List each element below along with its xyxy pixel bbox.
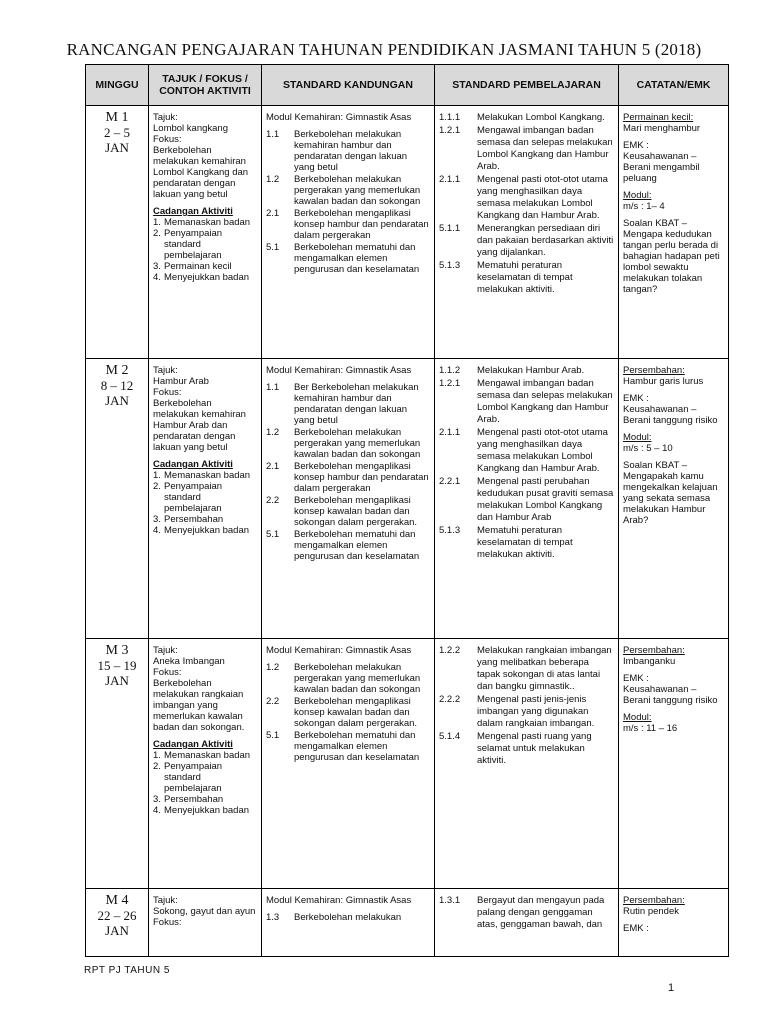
- sk-number: 1.1: [266, 382, 280, 393]
- sp-number: 1.3.1: [439, 895, 461, 906]
- sp-number: 1.1.2: [439, 365, 461, 376]
- modul-text: Modul Kemahiran: Gimnastik Asas: [266, 112, 412, 123]
- sk-item: [266, 242, 430, 275]
- sk-item: [266, 382, 430, 426]
- aktiviti-number: 1.: [153, 470, 161, 481]
- week-month: JAN: [105, 140, 129, 155]
- modul-pages: m/s : 5 – 10: [623, 443, 673, 454]
- aktiviti-number: 3.: [153, 514, 161, 525]
- modul-pages: m/s : 11 – 16: [623, 723, 678, 734]
- aktiviti-number: 1.: [153, 217, 161, 228]
- sp-number: 1.2.1: [439, 125, 461, 136]
- week-cell: [86, 106, 149, 359]
- sk-item: [266, 129, 430, 173]
- cadangan-label: Cadangan Aktiviti: [153, 739, 233, 750]
- sp-item: [439, 112, 614, 124]
- sk-number: 5.1: [266, 529, 280, 540]
- catatan-heading: Persembahan:: [623, 645, 685, 656]
- sp-number: 1.1.1: [439, 112, 461, 123]
- catatan-heading: Persembahan:: [623, 895, 685, 906]
- sp-text: Mengawal imbangan badan semasa dan selepas melakukan Lombol Kangkang dan Hambur Arab.: [477, 125, 613, 172]
- fokus-text: Berkebolehan melakukan kemahiran Hambur Arab dan pendaratan dengan lakuan yang betul: [153, 398, 246, 453]
- week-cell: [86, 639, 149, 889]
- sp-item: [439, 525, 614, 561]
- week-number: M 4: [105, 893, 129, 908]
- tajuk-content: [149, 359, 261, 540]
- aktiviti-number: 1.: [153, 750, 161, 761]
- table-row: [86, 106, 729, 359]
- table-row: [86, 359, 729, 639]
- modul-pages: m/s : 1– 4: [623, 201, 665, 212]
- sk-item: [266, 174, 430, 207]
- kbat-question: Soalan KBAT – Mengapa kedudukan tangan perlu berada di bahagian hadapan peti lombol sewaktu melakukan tolakan tangan?: [623, 218, 720, 295]
- catatan-heading: Permainan kecil:: [623, 112, 694, 123]
- sp-content: [435, 106, 618, 301]
- catatan-subtitle: Hambur garis lurus: [623, 376, 704, 387]
- sp-text: Melakukan rangkaian imbangan yang melibatkan beberapa tapak sokongan di atas lantai dan bangku gimnastik..: [477, 645, 612, 692]
- aktiviti-item: [153, 481, 257, 514]
- week-month: JAN: [105, 673, 129, 688]
- sp-text: Melakukan Lombol Kangkang.: [477, 112, 605, 123]
- aktiviti-item: [153, 261, 257, 272]
- sp-number: 2.1.1: [439, 174, 461, 185]
- standard-pembelajaran-cell: [435, 359, 619, 639]
- sp-item: [439, 731, 614, 767]
- standard-kandungan-cell: [262, 359, 435, 639]
- aktiviti-text: Penyampaian standard pembelajaran: [164, 481, 223, 514]
- aktiviti-number: 4.: [153, 805, 161, 816]
- sp-text: Mematuhi peraturan keselamatan di tempat melakukan aktiviti.: [477, 525, 573, 560]
- sp-number: 1.2.1: [439, 378, 461, 389]
- aktiviti-text: Penyampaian standard pembelajaran: [164, 761, 223, 794]
- tajuk-content: [149, 889, 261, 932]
- aktiviti-item: [153, 514, 257, 525]
- sk-item: [266, 427, 430, 460]
- emk-label: EMK :: [623, 673, 649, 684]
- sk-text: Berkebolehan mematuhi dan mengamalkan elemen pengurusan dan keselamatan: [294, 242, 420, 275]
- sp-text: Mengenal pasti otot-otot utama yang menghasilkan daya semasa melakukan Lombol Kangkang dan Hambur Arab.: [477, 174, 608, 221]
- tajuk-text: Sokong, gayut dan ayun: [153, 906, 256, 917]
- aktiviti-text: Persembahan: [164, 514, 224, 525]
- aktiviti-text: Permainan kecil: [164, 261, 232, 272]
- sp-text: Mematuhi peraturan keselamatan di tempat melakukan aktiviti.: [477, 260, 573, 295]
- tajuk-cell: [149, 889, 262, 957]
- modul-text: Modul Kemahiran: Gimnastik Asas: [266, 645, 412, 656]
- sk-text: Berkebolehan mengaplikasi konsep kawalan badan dan sokongan dalam pergerakan.: [294, 696, 418, 729]
- catatan-content: [619, 359, 728, 530]
- sp-number: 2.2.2: [439, 694, 461, 705]
- fokus-label: Fokus:: [153, 387, 182, 398]
- page-number: 1: [668, 982, 675, 994]
- catatan-subtitle: Mari menghambur: [623, 123, 701, 134]
- sp-item: [439, 427, 614, 475]
- fokus-label: Fokus:: [153, 917, 182, 928]
- emk-label: EMK :: [623, 140, 649, 151]
- tajuk-cell: [149, 106, 262, 359]
- sk-text: Berkebolehan mengaplikasi konsep kawalan badan dan sokongan dalam pergerakan.: [294, 495, 418, 528]
- week-dates: 15 – 19: [97, 658, 137, 673]
- cadangan-label: Cadangan Aktiviti: [153, 206, 233, 217]
- tajuk-label: Tajuk:: [153, 112, 178, 123]
- tajuk-label: Tajuk:: [153, 895, 178, 906]
- modul-text: Modul Kemahiran: Gimnastik Asas: [266, 895, 412, 906]
- tajuk-label: Tajuk:: [153, 645, 178, 656]
- catatan-cell: [619, 359, 729, 639]
- aktiviti-item: [153, 470, 257, 481]
- sp-number: 5.1.3: [439, 525, 461, 536]
- sk-number: 1.2: [266, 174, 280, 185]
- sk-text: Berkebolehan melakukan pergerakan yang memerlukan kawalan badan dan sokongan: [294, 662, 421, 695]
- aktiviti-text: Menyejukkan badan: [164, 805, 250, 816]
- week-cell: [86, 359, 149, 639]
- standard-kandungan-cell: [262, 889, 435, 957]
- tajuk-text: Lombol kangkang: [153, 123, 228, 134]
- fokus-label: Fokus:: [153, 667, 182, 678]
- sk-number: 5.1: [266, 730, 280, 741]
- week-month: JAN: [105, 923, 129, 938]
- catatan-cell: [619, 889, 729, 957]
- aktiviti-text: Menyejukkan badan: [164, 525, 250, 536]
- sk-item: [266, 696, 430, 729]
- sp-text: Mengenal pasti perubahan kedudukan pusat graviti semasa melakukan Lombol Kangkang dan Hambur Arab: [477, 476, 614, 523]
- sp-text: Mengenal pasti ruang yang selamat untuk melakukan aktiviti.: [477, 731, 592, 766]
- catatan-content: [619, 889, 728, 938]
- page-title: RANCANGAN PENGAJARAN TAHUNAN PENDIDIKAN JASMANI TAHUN 5 (2018): [66, 40, 702, 59]
- sk-number: 1.2: [266, 662, 280, 673]
- sp-text: Mengenal pasti jenis-jenis imbangan yang digunakan dalam rangkaian imbangan.: [477, 694, 595, 729]
- sk-text: Berkebolehan melakukan pergerakan yang memerlukan kawalan badan dan sokongan: [294, 427, 421, 460]
- sk-number: 2.1: [266, 208, 280, 219]
- sk-number: 5.1: [266, 242, 280, 253]
- sp-text: Menerangkan persediaan diri dan pakaian berdasarkan aktiviti yang dijalankan.: [477, 223, 614, 258]
- sk-number: 2.2: [266, 696, 280, 707]
- sp-item: [439, 694, 614, 730]
- table-header-row: [86, 65, 729, 106]
- footer-text: RPT PJ TAHUN 5: [84, 965, 170, 976]
- emk-text: Keusahawanan – Berani mengambil peluang: [623, 151, 700, 184]
- week-dates: 8 – 12: [100, 378, 134, 393]
- table-row: [86, 639, 729, 889]
- aktiviti-text: Persembahan: [164, 794, 224, 805]
- sp-content: [435, 889, 618, 936]
- standard-pembelajaran-cell: [435, 889, 619, 957]
- aktiviti-item: [153, 750, 257, 761]
- sk-text: Berkebolehan mengaplikasi konsep hambur dan pendaratan dalam pergerakan: [294, 461, 429, 494]
- sp-item: [439, 476, 614, 524]
- sk-content: [262, 639, 434, 768]
- aktiviti-text: Memanaskan badan: [164, 470, 251, 481]
- week-month: JAN: [105, 393, 129, 408]
- aktiviti-number: 2.: [153, 761, 161, 772]
- sp-number: 5.1.3: [439, 260, 461, 271]
- emk-label: EMK :: [623, 923, 649, 934]
- week-number: M 3: [105, 643, 129, 658]
- aktiviti-item: [153, 805, 257, 816]
- sp-text: Melakukan Hambur Arab.: [477, 365, 585, 376]
- sk-text: Berkebolehan melakukan: [294, 912, 402, 923]
- emk-text: Keusahawanan – Berani tanggung risiko: [623, 684, 718, 706]
- kbat-question: Soalan KBAT – Mengapakah kamu mengekalkan kelajuan yang sekata semasa melakukan Hambur Arab?: [623, 460, 718, 526]
- sk-content: [262, 359, 434, 567]
- week-dates: 22 – 26: [97, 908, 137, 923]
- aktiviti-item: [153, 272, 257, 283]
- rpt-table: [85, 64, 729, 957]
- catatan-heading: Persembahan:: [623, 365, 685, 376]
- cadangan-label: Cadangan Aktiviti: [153, 459, 233, 470]
- sp-number: 5.1.1: [439, 223, 461, 234]
- fokus-text: Berkebolehan melakukan kemahiran Lombol Kangkang dan pendaratan dengan lakuan yang betul: [153, 145, 249, 200]
- standard-kandungan-cell: [262, 106, 435, 359]
- week-number: M 2: [105, 363, 129, 378]
- aktiviti-number: 3.: [153, 794, 161, 805]
- sp-number: 2.2.1: [439, 476, 461, 487]
- modul-text: Modul Kemahiran: Gimnastik Asas: [266, 365, 412, 376]
- tajuk-label: Tajuk:: [153, 365, 178, 376]
- standard-kandungan-cell: [262, 639, 435, 889]
- sk-item: [266, 529, 430, 562]
- sp-item: [439, 125, 614, 173]
- sp-item: [439, 365, 614, 377]
- sp-item: [439, 174, 614, 222]
- aktiviti-item: [153, 794, 257, 805]
- sp-text: Mengenal pasti otot-otot utama yang menghasilkan daya semasa melakukan Lombol Kangkang dan Hambur Arab.: [477, 427, 608, 474]
- sp-item: [439, 645, 614, 693]
- header-standard-kandungan: STANDARD KANDUNGAN: [262, 65, 435, 106]
- aktiviti-list: [153, 750, 257, 816]
- aktiviti-item: [153, 217, 257, 228]
- sk-content: [262, 106, 434, 280]
- table-row: [86, 889, 729, 957]
- sk-item: [266, 730, 430, 763]
- aktiviti-text: Menyejukkan badan: [164, 272, 250, 283]
- header-tajuk: TAJUK / FOKUS / CONTOH AKTIVITI: [149, 65, 262, 106]
- aktiviti-text: Memanaskan badan: [164, 217, 251, 228]
- sp-number: 2.1.1: [439, 427, 461, 438]
- sk-item: [266, 662, 430, 695]
- sp-content: [435, 639, 618, 772]
- aktiviti-number: 2.: [153, 228, 161, 239]
- tajuk-text: Hambur Arab: [153, 376, 209, 387]
- sk-text: Berkebolehan melakukan pergerakan yang memerlukan kawalan badan dan sokongan: [294, 174, 421, 207]
- modul-label: Modul:: [623, 190, 652, 201]
- catatan-cell: [619, 639, 729, 889]
- catatan-content: [619, 106, 728, 299]
- sk-text: Ber Berkebolehan melakukan kemahiran hambur dan pendaratan dengan lakuan yang betul: [294, 382, 419, 426]
- sk-item: [266, 461, 430, 494]
- catatan-subtitle: Rutin pendek: [623, 906, 679, 917]
- sp-item: [439, 378, 614, 426]
- aktiviti-text: Memanaskan badan: [164, 750, 251, 761]
- aktiviti-list: [153, 217, 257, 283]
- sp-text: Mengawal imbangan badan semasa dan selepas melakukan Lombol Kangkang dan Hambur Arab.: [477, 378, 613, 425]
- week-cell: [86, 889, 149, 957]
- tajuk-content: [149, 106, 261, 287]
- sk-number: 1.3: [266, 912, 280, 923]
- sp-number: 1.2.2: [439, 645, 461, 656]
- modul-label: Modul:: [623, 712, 652, 723]
- sp-number: 5.1.4: [439, 731, 461, 742]
- sp-content: [435, 359, 618, 566]
- emk-text: Keusahawanan – Berani tanggung risiko: [623, 404, 718, 426]
- sk-number: 2.1: [266, 461, 280, 472]
- catatan-content: [619, 639, 728, 738]
- sk-item: [266, 495, 430, 528]
- header-standard-pembelajaran: STANDARD PEMBELAJARAN: [435, 65, 619, 106]
- aktiviti-item: [153, 761, 257, 794]
- sk-number: 1.2: [266, 427, 280, 438]
- tajuk-content: [149, 639, 261, 820]
- tajuk-text: Aneka Imbangan: [153, 656, 225, 667]
- sk-text: Berkebolehan mematuhi dan mengamalkan elemen pengurusan dan keselamatan: [294, 529, 420, 562]
- emk-label: EMK :: [623, 393, 649, 404]
- tajuk-cell: [149, 359, 262, 639]
- standard-pembelajaran-cell: [435, 639, 619, 889]
- sk-item: [266, 208, 430, 241]
- week-dates: 2 – 5: [104, 125, 130, 140]
- week-number: M 1: [105, 110, 129, 125]
- sk-text: Berkebolehan mengaplikasi konsep hambur dan pendaratan dalam pergerakan: [294, 208, 429, 241]
- header-catatan: CATATAN/EMK: [619, 65, 729, 106]
- sp-item: [439, 895, 614, 931]
- catatan-subtitle: Imbanganku: [623, 656, 676, 667]
- aktiviti-number: 2.: [153, 481, 161, 492]
- aktiviti-number: 3.: [153, 261, 161, 272]
- sk-item: [266, 912, 430, 923]
- catatan-cell: [619, 106, 729, 359]
- tajuk-cell: [149, 639, 262, 889]
- fokus-text: Berkebolehan melakukan rangkaian imbangan yang memerlukan kawalan badan dan sokongan.: [153, 678, 245, 733]
- aktiviti-list: [153, 470, 257, 536]
- sk-number: 2.2: [266, 495, 280, 506]
- sp-item: [439, 260, 614, 296]
- fokus-label: Fokus:: [153, 134, 182, 145]
- sp-text: Bergayut dan mengayun pada palang dengan genggaman atas, genggaman bawah, dan: [477, 895, 605, 930]
- aktiviti-number: 4.: [153, 272, 161, 283]
- standard-pembelajaran-cell: [435, 106, 619, 359]
- aktiviti-text: Penyampaian standard pembelajaran: [164, 228, 223, 261]
- sk-content: [262, 889, 434, 928]
- aktiviti-item: [153, 228, 257, 261]
- sp-item: [439, 223, 614, 259]
- aktiviti-item: [153, 525, 257, 536]
- header-minggu: MINGGU: [86, 65, 149, 106]
- aktiviti-number: 4.: [153, 525, 161, 536]
- sk-text: Berkebolehan mematuhi dan mengamalkan elemen pengurusan dan keselamatan: [294, 730, 420, 763]
- sk-number: 1.1: [266, 129, 280, 140]
- modul-label: Modul:: [623, 432, 652, 443]
- sk-text: Berkebolehan melakukan kemahiran hambur dan pendaratan dengan lakuan yang betul: [294, 129, 408, 173]
